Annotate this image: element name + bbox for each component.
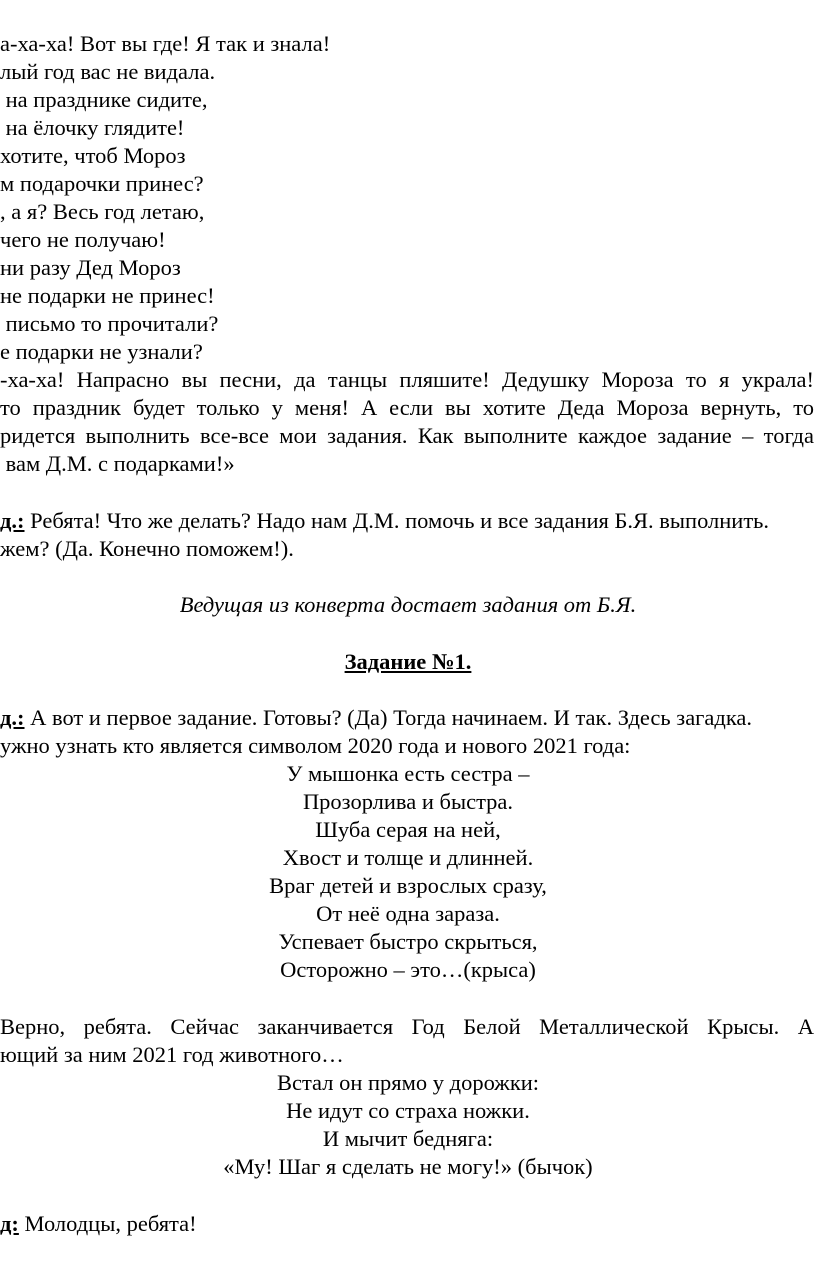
- riddle-line: Прозорлива и быстра.: [302, 789, 514, 814]
- riddle-line: «Му! Шаг я сделать не могу!» (бычок): [223, 1154, 593, 1179]
- poem-line: на празднике сидите,: [0, 87, 208, 112]
- poem-line: хотите, чтоб Мороз: [0, 143, 186, 168]
- speaker-label: д.:: [0, 705, 25, 730]
- poem-line: не подарки не принес!: [0, 283, 215, 308]
- riddle-line: Враг детей и взрослых сразу,: [269, 873, 547, 898]
- poem-line: чего не получаю!: [0, 227, 166, 252]
- speech-line: ридется выполнить все-все мои задания. Как выполните каждое задание – тогда: [0, 423, 814, 448]
- poem-line: а-ха-ха! Вот вы где! Я так и знала!: [0, 31, 331, 56]
- poem-line: е подарки не узнали?: [0, 339, 203, 364]
- riddle-line: Осторожно – это…(крыса): [280, 957, 536, 982]
- riddle-line: У мышонка есть сестра –: [286, 761, 530, 786]
- riddle-line: От неё одна зараза.: [316, 901, 500, 926]
- riddle-line: Встал он прямо у дорожки:: [276, 1070, 540, 1095]
- riddle-line: Не идут со страха ножки.: [286, 1098, 530, 1123]
- host-remark-line: ужно узнать кто является символом 2020 года и нового 2021 года:: [0, 733, 631, 758]
- riddle-line: И мычит бедняга:: [322, 1126, 494, 1151]
- host-remark-line: [0, 704, 752, 732]
- reply-line: ющий за ним 2021 год животного…: [0, 1042, 344, 1067]
- task-heading: Задание №1.: [344, 649, 472, 674]
- riddle-line: Шуба серая на ней,: [315, 817, 501, 842]
- host-remark-line: [0, 1210, 197, 1238]
- poem-line: на ёлочку глядите!: [0, 115, 185, 140]
- speaker-label: д.:: [0, 508, 25, 533]
- riddle-line: Успевает быстро скрыться,: [278, 929, 538, 954]
- speech-line: -ха-ха! Напрасно вы песни, да танцы пляшите! Дедушку Мороза то я украла!: [0, 367, 814, 392]
- host-remark-text: А вот и первое задание. Готовы? (Да) Тогда начинаем. И так. Здесь загадка.: [24, 705, 753, 730]
- poem-line: лый год вас не видала.: [0, 59, 216, 84]
- host-remark-line: жем? (Да. Конечно поможем!).: [0, 536, 294, 561]
- host-remark-line: [0, 507, 769, 535]
- poem-line: ни разу Дед Мороз: [0, 255, 181, 280]
- poem-line: письмо то прочитали?: [0, 311, 219, 336]
- reply-line: Верно, ребята. Сейчас заканчивается Год Белой Металлической Крысы. А: [0, 1014, 814, 1039]
- speech-line: то праздник будет только у меня! А если вы хотите Деда Мороза вернуть, то: [0, 395, 814, 420]
- poem-line: м подарочки принес?: [0, 171, 204, 196]
- poem-line: , а я? Весь год летаю,: [0, 199, 205, 224]
- stage-direction: Ведущая из конверта достает задания от Б.Я.: [179, 592, 637, 617]
- riddle-line: Хвост и толще и длинней.: [282, 845, 534, 870]
- speech-line: вам Д.М. с подарками!»: [0, 451, 235, 476]
- speaker-label: д:: [0, 1211, 19, 1236]
- host-remark-text: Ребята! Что же делать? Надо нам Д.М. помочь и все задания Б.Я. выполнить.: [24, 508, 770, 533]
- host-remark-text: Молодцы, ребята!: [18, 1211, 197, 1236]
